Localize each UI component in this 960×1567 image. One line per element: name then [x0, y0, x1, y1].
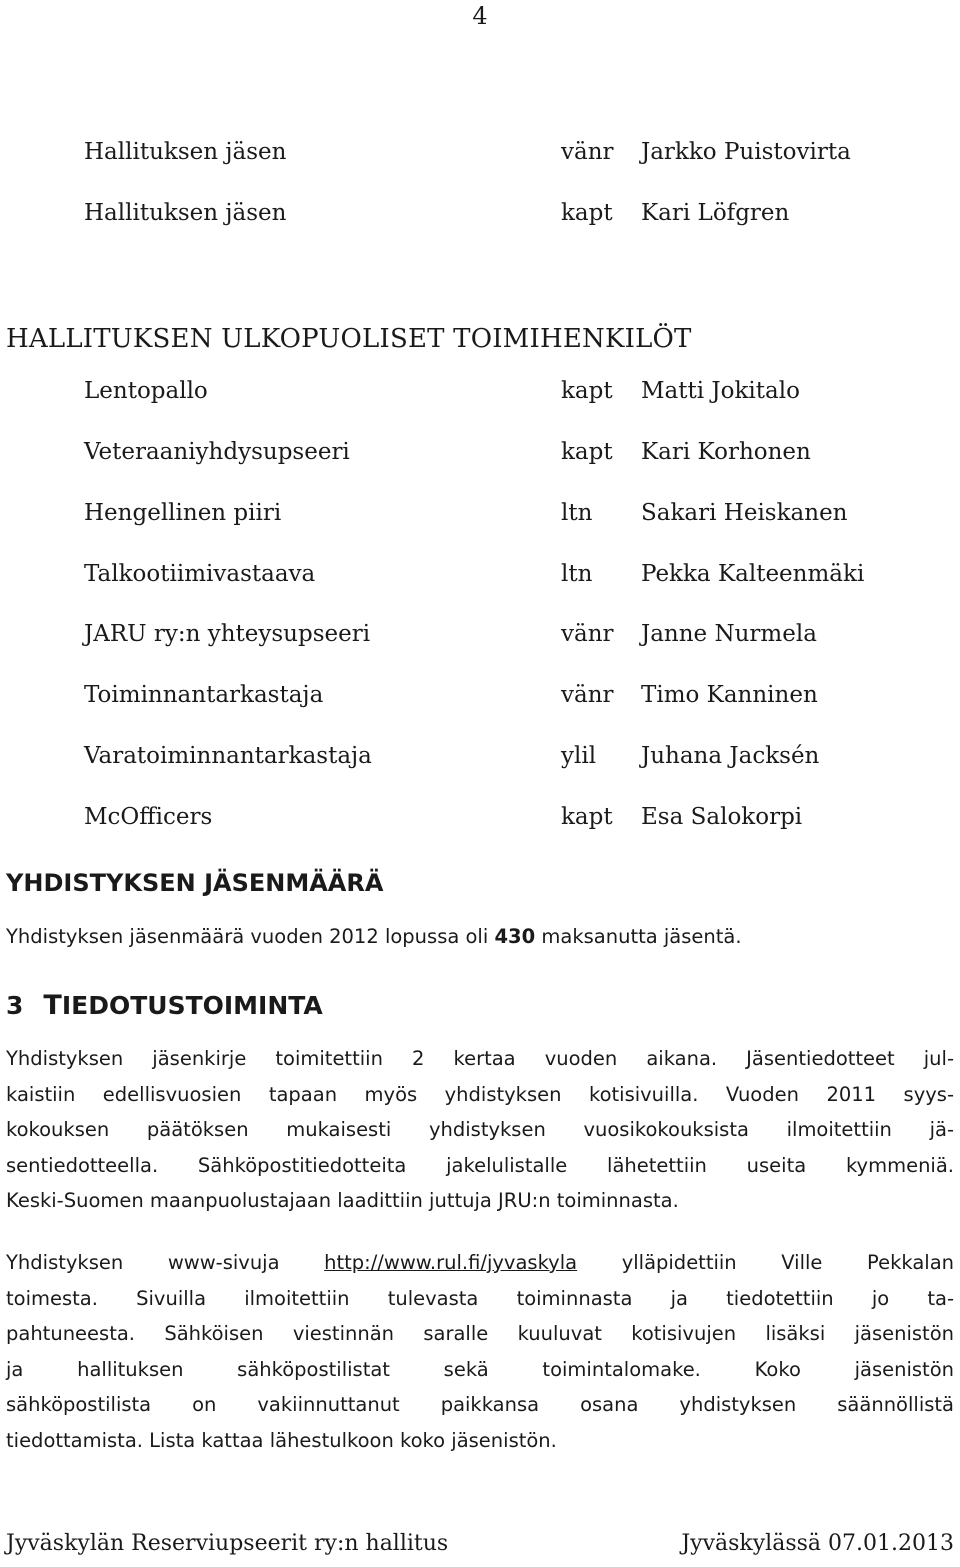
website-link[interactable]: http://www.rul.fi/jyvaskyla: [324, 1251, 578, 1274]
section-heading: [6, 990, 323, 1021]
membership-text-after: maksanutta jäsentä.: [535, 925, 742, 948]
person-name: Kari Löfgren: [641, 200, 790, 226]
officer-row: [0, 439, 960, 471]
section-title-initial: T: [43, 990, 62, 1021]
officer-row: [0, 500, 960, 532]
rank-label: ylil: [561, 743, 597, 769]
paragraph-line: sentiedotteella. Sähköpostitiedotteita jakelulistalle lähetettiin useita kymmeniä.: [6, 1153, 954, 1177]
paragraph-line: pahtuneesta. Sähköisen viestinnän saralle kuuluvat kotisivujen lisäksi jäsenistön: [6, 1322, 954, 1345]
rank-label: vänr: [561, 621, 614, 647]
officer-row: [0, 561, 960, 593]
role-label: Hallituksen jäsen: [84, 200, 287, 226]
membership-heading: YHDISTYKSEN JÄSENMÄÄRÄ: [6, 869, 384, 897]
person-name: Jarkko Puistovirta: [641, 139, 851, 165]
section-number: 3: [6, 991, 24, 1020]
rank-label: kapt: [561, 804, 613, 830]
officer-row: [0, 621, 960, 653]
person-name: Juhana Jacksén: [641, 743, 820, 769]
paragraph-line: ja hallituksen sähköpostilistat sekä toimintalomake. Koko jäsenistön: [6, 1357, 954, 1381]
officer-row: [0, 804, 960, 836]
paragraph-line: kokouksen päätöksen mukaisesti yhdistyksen vuosikokouksista ilmoitettiin jä-: [6, 1118, 954, 1141]
role-label: Hengellinen piiri: [84, 500, 282, 526]
rank-label: kapt: [561, 378, 613, 404]
membership-count: 430: [494, 925, 536, 948]
role-label: McOfficers: [84, 804, 213, 830]
rank-label: ltn: [561, 500, 593, 526]
paragraph-line: [6, 1245, 954, 1281]
role-label: Toiminnantarkastaja: [84, 682, 324, 708]
section-title-rest: IEDOTUSTOIMINTA: [61, 991, 323, 1020]
officers-heading: HALLITUKSEN ULKOPUOLISET TOIMIHENKILÖT: [6, 324, 692, 354]
role-label: Veteraaniyhdysupseeri: [84, 439, 350, 465]
page-number: 4: [472, 2, 488, 30]
rank-label: vänr: [561, 682, 614, 708]
person-name: Kari Korhonen: [641, 439, 811, 465]
membership-text-before: Yhdistyksen jäsenmäärä vuoden 2012 lopussa oli: [6, 925, 495, 948]
text-after-link: ylläpidettiin Ville Pekkalan: [577, 1251, 955, 1274]
person-name: Pekka Kalteenmäki: [641, 561, 865, 587]
person-name: Matti Jokitalo: [641, 378, 800, 404]
membership-sentence: [6, 925, 742, 948]
paragraph-website: [6, 1245, 954, 1458]
rank-label: kapt: [561, 200, 613, 226]
paragraph-line: toimesta. Sivuilla ilmoitettiin tulevasta toiminnasta ja tiedotettiin jo ta-: [6, 1286, 954, 1310]
role-label: JARU ry:n yhteysupseeri: [84, 621, 371, 647]
role-label: Hallituksen jäsen: [84, 139, 287, 165]
paragraph-line: Yhdistyksen jäsenkirje toimitettiin 2 kertaa vuoden aikana. Jäsentiedotteet jul-: [6, 1047, 954, 1070]
person-name: Timo Kanninen: [641, 682, 818, 708]
paragraph-line: Keski-Suomen maanpuolustajaan laadittiin juttuja JRU:n toiminnasta.: [6, 1189, 679, 1212]
footer-date: Jyväskylässä 07.01.2013: [681, 1531, 954, 1556]
paragraph-newsletter: [6, 1041, 954, 1219]
role-label: Lentopallo: [84, 378, 208, 404]
footer-organization: Jyväskylän Reserviupseerit ry:n hallitus: [6, 1531, 449, 1556]
officer-row: [0, 682, 960, 714]
paragraph-line: tiedottamista. Lista kattaa lähestulkoon koko jäsenistön.: [6, 1428, 557, 1452]
officer-row: [0, 378, 960, 410]
rank-label: kapt: [561, 439, 613, 465]
person-name: Esa Salokorpi: [641, 804, 803, 830]
rank-label: vänr: [561, 139, 614, 165]
officer-row: [0, 743, 960, 775]
text-before-link: Yhdistyksen www-sivuja: [6, 1251, 325, 1274]
paragraph-line: kaistiin edellisvuosien tapaan myös yhdistyksen kotisivuilla. Vuoden 2011 syys-: [6, 1082, 954, 1106]
paragraph-line: sähköpostilista on vakiinnuttanut paikkansa osana yhdistyksen säännöllistä: [6, 1393, 954, 1416]
board-row: [0, 139, 960, 171]
rank-label: ltn: [561, 561, 593, 587]
board-row: [0, 200, 960, 232]
person-name: Janne Nurmela: [641, 621, 817, 647]
role-label: Talkootiimivastaava: [84, 561, 316, 587]
person-name: Sakari Heiskanen: [641, 500, 848, 526]
role-label: Varatoiminnantarkastaja: [84, 743, 372, 769]
